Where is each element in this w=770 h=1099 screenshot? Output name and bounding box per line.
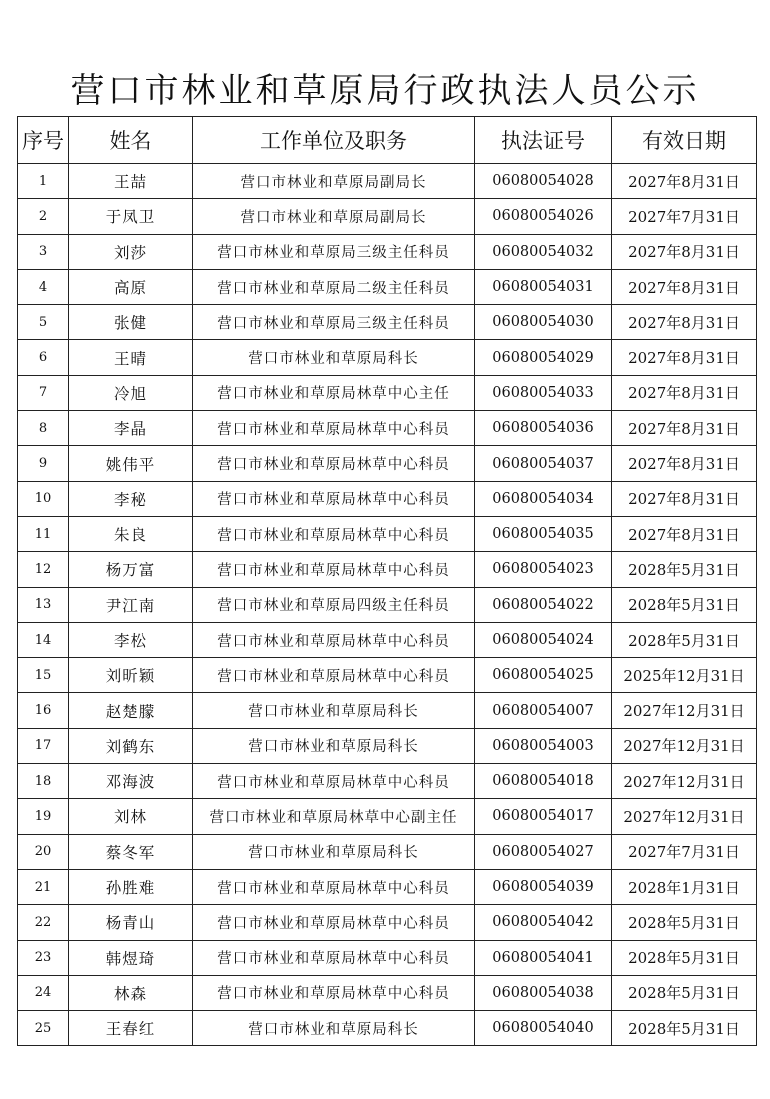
table-row: [18, 693, 757, 728]
work-unit-position: 营口市林业和草原局副局长: [193, 164, 475, 199]
certificate-number: 06080054041: [475, 940, 612, 975]
table-row: [18, 728, 757, 763]
work-unit-position: 营口市林业和草原局二级主任科员: [193, 269, 475, 304]
header-unit: 工作单位及职务: [193, 117, 475, 164]
work-unit-position: 营口市林业和草原局副局长: [193, 199, 475, 234]
person-name: 姚伟平: [69, 446, 193, 481]
row-index: 13: [18, 587, 69, 622]
table-row: [18, 340, 757, 375]
valid-date: 2027年8月31日: [612, 481, 757, 516]
row-index: 17: [18, 728, 69, 763]
valid-date: 2027年8月31日: [612, 234, 757, 269]
work-unit-position: 营口市林业和草原局林草中心科员: [193, 940, 475, 975]
valid-date: 2028年1月31日: [612, 869, 757, 904]
valid-date: 2027年8月31日: [612, 516, 757, 551]
row-index: 11: [18, 516, 69, 551]
row-index: 9: [18, 446, 69, 481]
header-index: 序号: [18, 117, 69, 164]
person-name: 杨青山: [69, 905, 193, 940]
person-name: 高原: [69, 269, 193, 304]
valid-date: 2028年5月31日: [612, 622, 757, 657]
person-name: 王晴: [69, 340, 193, 375]
certificate-number: 06080054024: [475, 622, 612, 657]
person-name: 冷旭: [69, 375, 193, 410]
person-name: 杨万富: [69, 552, 193, 587]
person-name: 刘莎: [69, 234, 193, 269]
table-row: [18, 411, 757, 446]
table-row: [18, 587, 757, 622]
person-name: 李秘: [69, 481, 193, 516]
certificate-number: 06080054017: [475, 799, 612, 834]
valid-date: 2027年12月31日: [612, 764, 757, 799]
page-title: 营口市林业和草原局行政执法人员公示: [70, 71, 700, 111]
table-row: [18, 940, 757, 975]
work-unit-position: 营口市林业和草原局林草中心科员: [193, 552, 475, 587]
valid-date: 2027年12月31日: [612, 728, 757, 763]
row-index: 16: [18, 693, 69, 728]
valid-date: 2028年5月31日: [612, 940, 757, 975]
work-unit-position: 营口市林业和草原局林草中心科员: [193, 764, 475, 799]
certificate-number: 06080054018: [475, 764, 612, 799]
valid-date: 2027年7月31日: [612, 199, 757, 234]
work-unit-position: 营口市林业和草原局林草中心科员: [193, 905, 475, 940]
table-row: [18, 764, 757, 799]
valid-date: 2028年5月31日: [612, 587, 757, 622]
certificate-number: 06080054037: [475, 446, 612, 481]
header-date: 有效日期: [612, 117, 757, 164]
table-header-row: [18, 117, 757, 164]
person-name: 刘鹤东: [69, 728, 193, 763]
row-index: 15: [18, 658, 69, 693]
valid-date: 2027年8月31日: [612, 411, 757, 446]
person-name: 李松: [69, 622, 193, 657]
work-unit-position: 营口市林业和草原局科长: [193, 834, 475, 869]
certificate-number: 06080054035: [475, 516, 612, 551]
valid-date: 2028年5月31日: [612, 1011, 757, 1046]
certificate-number: 06080054007: [475, 693, 612, 728]
row-index: 14: [18, 622, 69, 657]
person-name: 李晶: [69, 411, 193, 446]
table-row: [18, 199, 757, 234]
table-row: [18, 164, 757, 199]
person-name: 孙胜难: [69, 869, 193, 904]
person-name: 张健: [69, 305, 193, 340]
valid-date: 2027年8月31日: [612, 340, 757, 375]
table-row: [18, 481, 757, 516]
work-unit-position: 营口市林业和草原局林草中心科员: [193, 481, 475, 516]
table-row: [18, 905, 757, 940]
work-unit-position: 营口市林业和草原局林草中心科员: [193, 869, 475, 904]
certificate-number: 06080054034: [475, 481, 612, 516]
table-row: [18, 446, 757, 481]
row-index: 1: [18, 164, 69, 199]
row-index: 25: [18, 1011, 69, 1046]
work-unit-position: 营口市林业和草原局林草中心副主任: [193, 799, 475, 834]
work-unit-position: 营口市林业和草原局科长: [193, 1011, 475, 1046]
certificate-number: 06080054029: [475, 340, 612, 375]
row-index: 23: [18, 940, 69, 975]
person-name: 朱良: [69, 516, 193, 551]
certificate-number: 06080054038: [475, 975, 612, 1010]
table-row: [18, 834, 757, 869]
table-body: [18, 164, 757, 1046]
valid-date: 2028年5月31日: [612, 905, 757, 940]
row-index: 19: [18, 799, 69, 834]
certificate-number: 06080054027: [475, 834, 612, 869]
work-unit-position: 营口市林业和草原局科长: [193, 728, 475, 763]
person-name: 韩煜琦: [69, 940, 193, 975]
work-unit-position: 营口市林业和草原局林草中心科员: [193, 446, 475, 481]
work-unit-position: 营口市林业和草原局林草中心科员: [193, 975, 475, 1010]
table-row: [18, 1011, 757, 1046]
person-name: 林森: [69, 975, 193, 1010]
table-row: [18, 622, 757, 657]
person-name: 于凤卫: [69, 199, 193, 234]
certificate-number: 06080054025: [475, 658, 612, 693]
header-cert: 执法证号: [475, 117, 612, 164]
personnel-table: [17, 116, 757, 1046]
certificate-number: 06080054033: [475, 375, 612, 410]
valid-date: 2027年12月31日: [612, 693, 757, 728]
row-index: 24: [18, 975, 69, 1010]
work-unit-position: 营口市林业和草原局林草中心科员: [193, 411, 475, 446]
work-unit-position: 营口市林业和草原局林草中心科员: [193, 658, 475, 693]
person-name: 王春红: [69, 1011, 193, 1046]
table-row: [18, 305, 757, 340]
row-index: 6: [18, 340, 69, 375]
certificate-number: 06080054026: [475, 199, 612, 234]
row-index: 5: [18, 305, 69, 340]
certificate-number: 06080054039: [475, 869, 612, 904]
row-index: 10: [18, 481, 69, 516]
person-name: 蔡冬军: [69, 834, 193, 869]
certificate-number: 06080054036: [475, 411, 612, 446]
row-index: 22: [18, 905, 69, 940]
person-name: 尹江南: [69, 587, 193, 622]
table-row: [18, 516, 757, 551]
work-unit-position: 营口市林业和草原局林草中心科员: [193, 622, 475, 657]
table-row: [18, 375, 757, 410]
valid-date: 2027年8月31日: [612, 164, 757, 199]
work-unit-position: 营口市林业和草原局三级主任科员: [193, 305, 475, 340]
valid-date: 2025年12月31日: [612, 658, 757, 693]
work-unit-position: 营口市林业和草原局林草中心主任: [193, 375, 475, 410]
table-row: [18, 799, 757, 834]
row-index: 18: [18, 764, 69, 799]
valid-date: 2027年7月31日: [612, 834, 757, 869]
row-index: 7: [18, 375, 69, 410]
table-row: [18, 269, 757, 304]
person-name: 刘昕颖: [69, 658, 193, 693]
certificate-number: 06080054003: [475, 728, 612, 763]
valid-date: 2027年8月31日: [612, 269, 757, 304]
valid-date: 2027年8月31日: [612, 375, 757, 410]
certificate-number: 06080054032: [475, 234, 612, 269]
table-row: [18, 552, 757, 587]
row-index: 2: [18, 199, 69, 234]
row-index: 12: [18, 552, 69, 587]
row-index: 8: [18, 411, 69, 446]
work-unit-position: 营口市林业和草原局科长: [193, 340, 475, 375]
certificate-number: 06080054030: [475, 305, 612, 340]
work-unit-position: 营口市林业和草原局林草中心科员: [193, 516, 475, 551]
certificate-number: 06080054040: [475, 1011, 612, 1046]
valid-date: 2027年8月31日: [612, 446, 757, 481]
person-name: 刘林: [69, 799, 193, 834]
row-index: 20: [18, 834, 69, 869]
certificate-number: 06080054042: [475, 905, 612, 940]
table-row: [18, 975, 757, 1010]
certificate-number: 06080054028: [475, 164, 612, 199]
certificate-number: 06080054031: [475, 269, 612, 304]
table-row: [18, 658, 757, 693]
valid-date: 2028年5月31日: [612, 552, 757, 587]
work-unit-position: 营口市林业和草原局三级主任科员: [193, 234, 475, 269]
person-name: 邓海波: [69, 764, 193, 799]
valid-date: 2027年12月31日: [612, 799, 757, 834]
table-row: [18, 234, 757, 269]
row-index: 3: [18, 234, 69, 269]
header-name: 姓名: [69, 117, 193, 164]
certificate-number: 06080054022: [475, 587, 612, 622]
work-unit-position: 营口市林业和草原局科长: [193, 693, 475, 728]
person-name: 赵楚朦: [69, 693, 193, 728]
person-name: 王喆: [69, 164, 193, 199]
row-index: 4: [18, 269, 69, 304]
table-row: [18, 869, 757, 904]
certificate-number: 06080054023: [475, 552, 612, 587]
valid-date: 2028年5月31日: [612, 975, 757, 1010]
row-index: 21: [18, 869, 69, 904]
work-unit-position: 营口市林业和草原局四级主任科员: [193, 587, 475, 622]
valid-date: 2027年8月31日: [612, 305, 757, 340]
